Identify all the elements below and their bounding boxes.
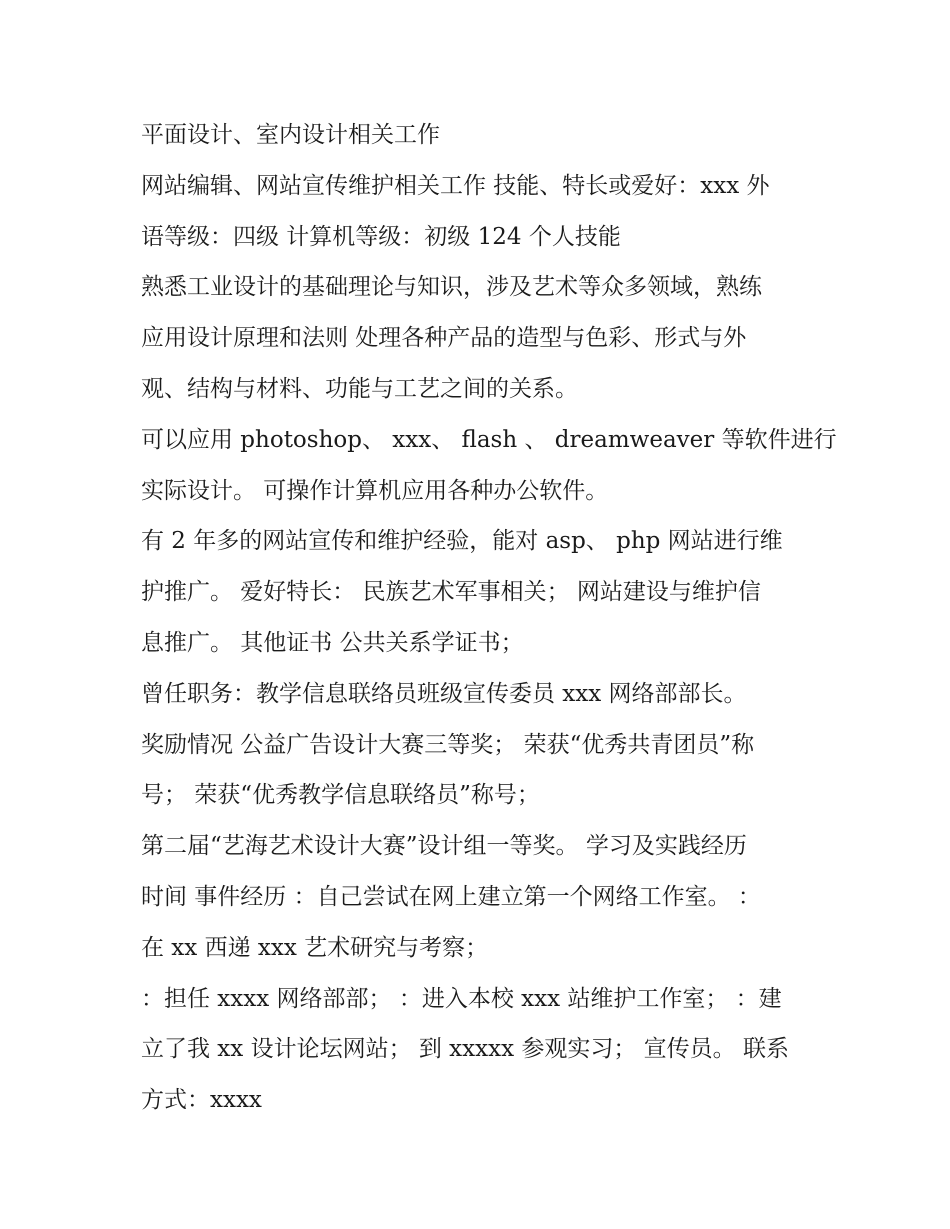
text-line: 可以应用 photoshop、 xxx、 flash 、 dreamweaver 等软件进行 <box>141 426 837 453</box>
text-line: 护推广。 爱好特长： 民族艺术军事相关； 网站建设与维护信 <box>141 579 761 606</box>
text-line: 第二届“艺海艺术设计大赛”设计组一等奖。 学习及实践经历 <box>141 833 747 860</box>
text-line: 应用设计原理和法则 处理各种产品的造型与色彩、形式与外 <box>141 325 747 352</box>
text-line: 平面设计、室内设计相关工作 <box>141 122 440 148</box>
text-line: 奖励情况 公益广告设计大赛三等奖； 荣获“优秀共青团员”称 <box>141 731 755 758</box>
text-line: 网站编辑、网站宣传维护相关工作 技能、特长或爱好：xxx 外 <box>141 172 770 199</box>
text-line: 时间 事件经历 ：自己尝试在网上建立第一个网络工作室。 ： <box>141 883 761 910</box>
text-line: 立了我 xx 设计论坛网站； 到 xxxxx 参观实习； 宣传员。 联系 <box>141 1036 789 1063</box>
text-line: 有 2 年多的网站宣传和维护经验，能对 asp、 php 网站进行维 <box>141 528 783 555</box>
text-line: 观、结构与材料、功能与工艺之间的关系。 <box>141 375 578 402</box>
text-line: ：担任 xxxx 网络部部； ：进入本校 xxx 站维护工作室； ：建 <box>141 985 782 1012</box>
text-line: 熟悉工业设计的基础理论与知识，涉及艺术等众多领域，熟练 <box>141 274 762 301</box>
text-line: 息推广。 其他证书 公共关系学证书； <box>141 629 524 656</box>
text-line: 在 xx 西递 xxx 艺术研究与考察； <box>141 934 489 961</box>
text-line: 方式：xxxx <box>141 1087 262 1114</box>
document-body <box>141 110 837 1126</box>
text-line: 实际设计。 可操作计算机应用各种办公软件。 <box>141 477 609 504</box>
text-line: 号； 荣获“优秀教学信息联络员”称号； <box>141 782 540 809</box>
text-line: 语等级：四级 计算机等级：初级 124 个人技能 <box>141 223 621 250</box>
text-line: 曾任职务：教学信息联络员班级宣传委员 xxx 网络部部长。 <box>141 680 747 707</box>
